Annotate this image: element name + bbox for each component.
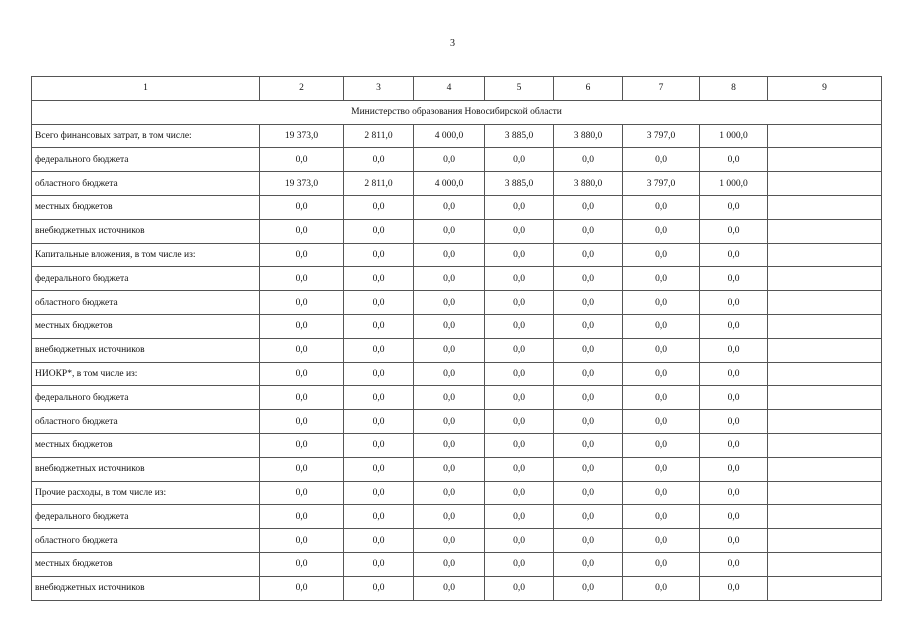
value-cell: 0,0 [554, 505, 623, 529]
row-label: внебюджетных источников [32, 219, 260, 243]
value-cell: 0,0 [485, 505, 554, 529]
value-cell: 0,0 [344, 481, 414, 505]
value-cell: 0,0 [260, 505, 344, 529]
value-cell: 0,0 [260, 576, 344, 600]
value-cell: 0,0 [344, 243, 414, 267]
value-cell: 3 797,0 [623, 124, 700, 148]
value-cell: 0,0 [623, 195, 700, 219]
value-cell: 0,0 [623, 529, 700, 553]
row-label: Прочие расходы, в том числе из: [32, 481, 260, 505]
value-cell: 0,0 [344, 219, 414, 243]
row-label: федерального бюджета [32, 267, 260, 291]
table-row [32, 219, 882, 243]
value-cell: 0,0 [414, 195, 485, 219]
row-label: местных бюджетов [32, 552, 260, 576]
value-cell: 0,0 [414, 386, 485, 410]
column-number-cell: 6 [554, 77, 623, 101]
value-cell: 0,0 [344, 386, 414, 410]
value-cell: 0,0 [260, 195, 344, 219]
value-cell: 0,0 [623, 362, 700, 386]
value-cell: 0,0 [554, 338, 623, 362]
value-cell: 0,0 [344, 314, 414, 338]
value-cell: 1 000,0 [700, 172, 768, 196]
value-cell: 0,0 [414, 433, 485, 457]
value-cell [768, 505, 882, 529]
value-cell: 0,0 [414, 552, 485, 576]
table-row [32, 148, 882, 172]
value-cell: 2 811,0 [344, 124, 414, 148]
row-label: областного бюджета [32, 410, 260, 434]
row-label: областного бюджета [32, 291, 260, 315]
value-cell [768, 481, 882, 505]
value-cell: 0,0 [623, 576, 700, 600]
value-cell: 0,0 [344, 505, 414, 529]
value-cell: 0,0 [700, 457, 768, 481]
value-cell: 0,0 [700, 243, 768, 267]
row-label: НИОКР*, в том числе из: [32, 362, 260, 386]
value-cell: 0,0 [700, 410, 768, 434]
value-cell [768, 410, 882, 434]
table-row [32, 505, 882, 529]
value-cell: 4 000,0 [414, 124, 485, 148]
value-cell: 0,0 [485, 457, 554, 481]
value-cell: 0,0 [414, 529, 485, 553]
value-cell: 0,0 [554, 314, 623, 338]
table-row [32, 172, 882, 196]
value-cell: 0,0 [260, 410, 344, 434]
row-label: областного бюджета [32, 172, 260, 196]
table-row [32, 362, 882, 386]
value-cell: 0,0 [554, 148, 623, 172]
value-cell: 0,0 [260, 552, 344, 576]
value-cell [768, 386, 882, 410]
column-number-cell: 5 [485, 77, 554, 101]
budget-table [31, 76, 882, 601]
value-cell: 0,0 [414, 338, 485, 362]
value-cell: 0,0 [485, 481, 554, 505]
value-cell: 0,0 [623, 552, 700, 576]
value-cell: 0,0 [623, 314, 700, 338]
value-cell: 0,0 [700, 386, 768, 410]
value-cell: 0,0 [485, 576, 554, 600]
value-cell: 0,0 [485, 433, 554, 457]
value-cell: 0,0 [700, 148, 768, 172]
value-cell: 2 811,0 [344, 172, 414, 196]
value-cell: 3 880,0 [554, 172, 623, 196]
value-cell: 0,0 [485, 314, 554, 338]
table-row [32, 481, 882, 505]
value-cell: 0,0 [260, 243, 344, 267]
value-cell [768, 433, 882, 457]
row-label: внебюджетных источников [32, 457, 260, 481]
value-cell: 0,0 [623, 410, 700, 434]
table-row [32, 124, 882, 148]
value-cell: 19 373,0 [260, 172, 344, 196]
value-cell: 0,0 [554, 529, 623, 553]
table-row [32, 410, 882, 434]
value-cell: 0,0 [700, 195, 768, 219]
value-cell: 0,0 [623, 433, 700, 457]
value-cell: 0,0 [344, 148, 414, 172]
value-cell [768, 124, 882, 148]
table-row [32, 386, 882, 410]
value-cell: 0,0 [485, 243, 554, 267]
table-row [32, 433, 882, 457]
row-label: федерального бюджета [32, 505, 260, 529]
value-cell: 0,0 [344, 529, 414, 553]
row-label: федерального бюджета [32, 148, 260, 172]
value-cell [768, 529, 882, 553]
row-label: внебюджетных источников [32, 576, 260, 600]
value-cell: 0,0 [623, 481, 700, 505]
value-cell: 0,0 [485, 291, 554, 315]
value-cell: 0,0 [260, 529, 344, 553]
column-number-cell: 2 [260, 77, 344, 101]
column-number-cell: 9 [768, 77, 882, 101]
value-cell: 0,0 [485, 267, 554, 291]
value-cell: 0,0 [260, 386, 344, 410]
value-cell: 0,0 [414, 576, 485, 600]
value-cell: 0,0 [623, 457, 700, 481]
value-cell [768, 457, 882, 481]
value-cell: 0,0 [554, 362, 623, 386]
section-title-row [32, 100, 882, 124]
value-cell [768, 362, 882, 386]
value-cell [768, 552, 882, 576]
value-cell: 0,0 [623, 338, 700, 362]
value-cell: 1 000,0 [700, 124, 768, 148]
table-row [32, 243, 882, 267]
value-cell: 0,0 [623, 505, 700, 529]
value-cell: 0,0 [623, 267, 700, 291]
table-row [32, 195, 882, 219]
value-cell: 0,0 [344, 552, 414, 576]
value-cell [768, 291, 882, 315]
column-number-cell: 3 [344, 77, 414, 101]
value-cell: 0,0 [260, 314, 344, 338]
row-label: Всего финансовых затрат, в том числе: [32, 124, 260, 148]
value-cell: 0,0 [344, 195, 414, 219]
value-cell [768, 576, 882, 600]
value-cell: 0,0 [554, 195, 623, 219]
value-cell: 0,0 [260, 219, 344, 243]
value-cell: 0,0 [414, 243, 485, 267]
value-cell: 0,0 [623, 219, 700, 243]
page-number: 3 [450, 38, 455, 49]
column-number-cell: 7 [623, 77, 700, 101]
value-cell: 0,0 [700, 552, 768, 576]
value-cell: 0,0 [344, 576, 414, 600]
value-cell: 0,0 [700, 267, 768, 291]
table-row [32, 267, 882, 291]
row-label: внебюджетных источников [32, 338, 260, 362]
value-cell: 0,0 [485, 219, 554, 243]
row-label: областного бюджета [32, 529, 260, 553]
value-cell: 0,0 [485, 410, 554, 434]
value-cell: 0,0 [260, 338, 344, 362]
value-cell: 0,0 [554, 386, 623, 410]
column-number-cell: 8 [700, 77, 768, 101]
value-cell: 0,0 [260, 457, 344, 481]
value-cell [768, 338, 882, 362]
table-row [32, 552, 882, 576]
value-cell: 0,0 [485, 148, 554, 172]
value-cell: 0,0 [700, 219, 768, 243]
column-number-cell: 1 [32, 77, 260, 101]
table-row [32, 457, 882, 481]
value-cell: 0,0 [260, 433, 344, 457]
value-cell: 0,0 [700, 529, 768, 553]
value-cell [768, 243, 882, 267]
value-cell: 0,0 [623, 386, 700, 410]
column-number-row [32, 77, 882, 101]
value-cell: 0,0 [485, 529, 554, 553]
value-cell: 0,0 [554, 481, 623, 505]
row-label: местных бюджетов [32, 195, 260, 219]
value-cell: 0,0 [485, 195, 554, 219]
value-cell: 0,0 [554, 243, 623, 267]
value-cell: 0,0 [414, 148, 485, 172]
value-cell: 0,0 [554, 219, 623, 243]
value-cell: 0,0 [700, 505, 768, 529]
value-cell: 0,0 [623, 291, 700, 315]
value-cell: 0,0 [414, 314, 485, 338]
value-cell [768, 195, 882, 219]
value-cell [768, 219, 882, 243]
value-cell: 0,0 [414, 219, 485, 243]
table-row [32, 338, 882, 362]
value-cell: 0,0 [485, 338, 554, 362]
value-cell: 0,0 [485, 386, 554, 410]
value-cell: 0,0 [344, 362, 414, 386]
value-cell: 0,0 [554, 457, 623, 481]
value-cell: 0,0 [700, 338, 768, 362]
section-title: Министерство образования Новосибирской области [32, 100, 882, 124]
budget-table-body [32, 77, 882, 601]
value-cell: 0,0 [700, 291, 768, 315]
value-cell: 0,0 [260, 481, 344, 505]
value-cell [768, 314, 882, 338]
value-cell: 0,0 [344, 267, 414, 291]
row-label: местных бюджетов [32, 433, 260, 457]
value-cell: 0,0 [414, 481, 485, 505]
value-cell [768, 148, 882, 172]
column-number-cell: 4 [414, 77, 485, 101]
value-cell: 4 000,0 [414, 172, 485, 196]
value-cell: 0,0 [700, 433, 768, 457]
row-label: местных бюджетов [32, 314, 260, 338]
value-cell: 3 885,0 [485, 172, 554, 196]
value-cell: 0,0 [344, 338, 414, 362]
table-row [32, 291, 882, 315]
value-cell: 0,0 [344, 433, 414, 457]
value-cell [768, 172, 882, 196]
value-cell: 0,0 [414, 362, 485, 386]
value-cell: 3 797,0 [623, 172, 700, 196]
value-cell: 0,0 [260, 148, 344, 172]
table-row [32, 576, 882, 600]
value-cell: 3 885,0 [485, 124, 554, 148]
value-cell: 0,0 [700, 314, 768, 338]
value-cell: 0,0 [700, 362, 768, 386]
value-cell: 0,0 [554, 410, 623, 434]
value-cell: 0,0 [414, 505, 485, 529]
value-cell: 0,0 [485, 552, 554, 576]
value-cell: 0,0 [414, 267, 485, 291]
value-cell: 0,0 [623, 243, 700, 267]
value-cell: 0,0 [414, 291, 485, 315]
table-row [32, 314, 882, 338]
value-cell: 0,0 [414, 410, 485, 434]
value-cell: 0,0 [700, 576, 768, 600]
value-cell: 0,0 [485, 362, 554, 386]
value-cell [768, 267, 882, 291]
row-label: федерального бюджета [32, 386, 260, 410]
value-cell: 0,0 [554, 267, 623, 291]
value-cell: 0,0 [554, 433, 623, 457]
value-cell: 0,0 [554, 576, 623, 600]
value-cell: 0,0 [260, 267, 344, 291]
value-cell: 0,0 [623, 148, 700, 172]
table-row [32, 529, 882, 553]
value-cell: 0,0 [700, 481, 768, 505]
value-cell: 3 880,0 [554, 124, 623, 148]
value-cell: 0,0 [414, 457, 485, 481]
value-cell: 19 373,0 [260, 124, 344, 148]
value-cell: 0,0 [344, 457, 414, 481]
value-cell: 0,0 [344, 410, 414, 434]
value-cell: 0,0 [344, 291, 414, 315]
value-cell: 0,0 [260, 291, 344, 315]
row-label: Капитальные вложения, в том числе из: [32, 243, 260, 267]
value-cell: 0,0 [554, 291, 623, 315]
value-cell: 0,0 [554, 552, 623, 576]
value-cell: 0,0 [260, 362, 344, 386]
